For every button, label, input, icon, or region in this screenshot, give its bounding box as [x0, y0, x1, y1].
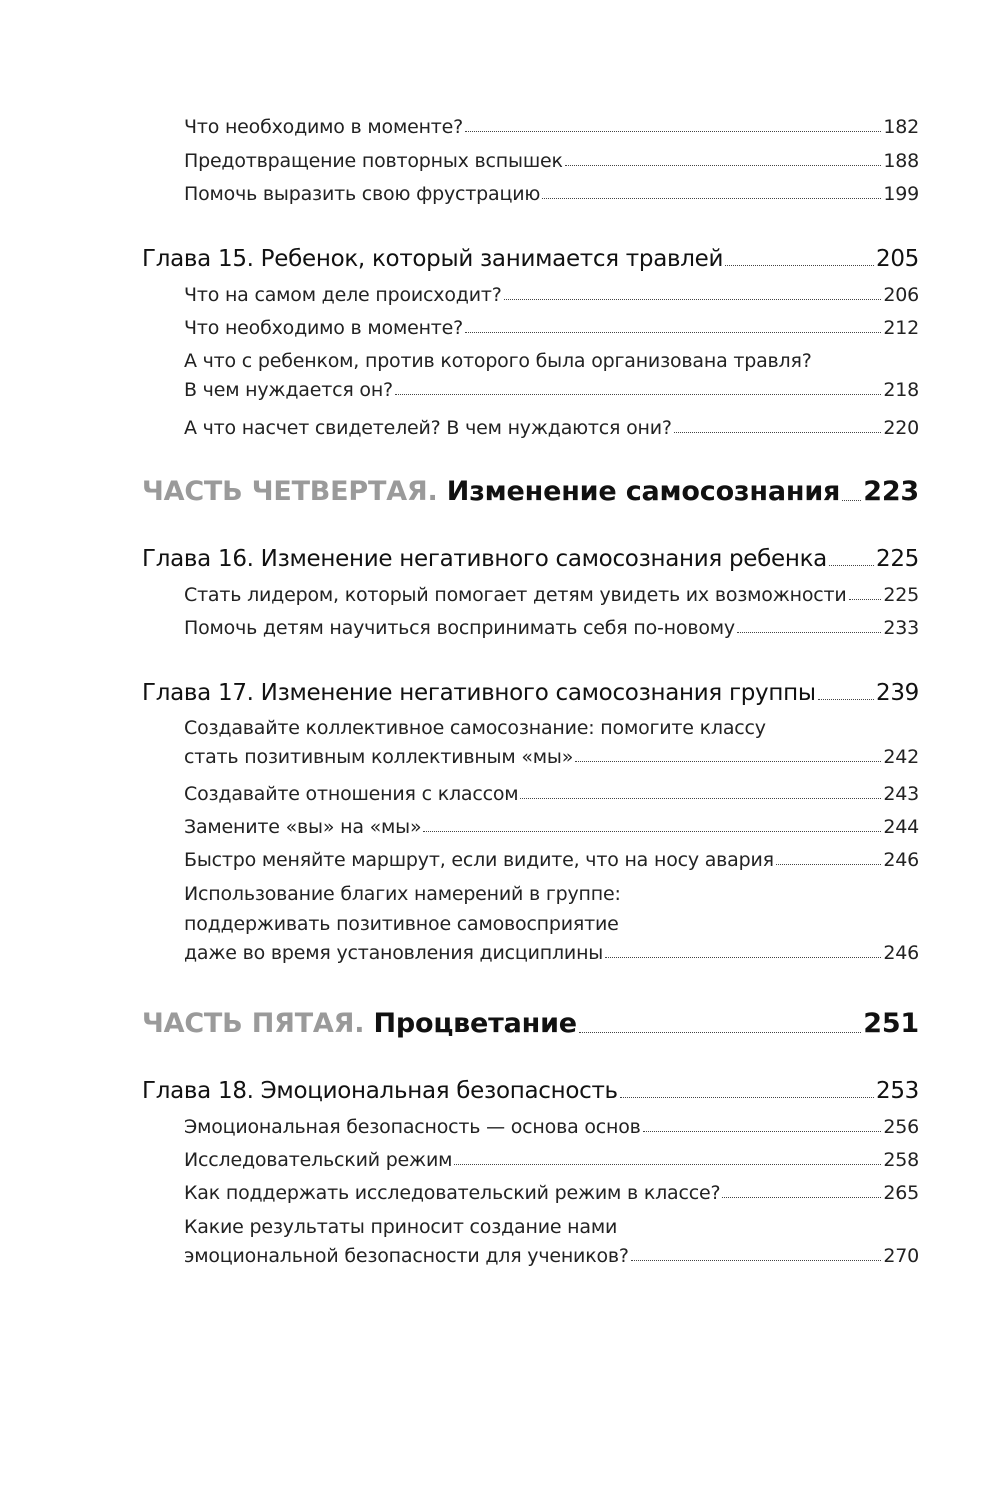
entry-title: стать позитивным коллективным «мы» — [184, 746, 574, 768]
dot-leader — [395, 394, 881, 395]
dot-leader — [579, 1032, 861, 1033]
entry-page: 242 — [883, 746, 919, 768]
toc-entry[interactable] — [184, 746, 919, 768]
entry-title-line: Какие результаты приносит создание нами — [184, 1216, 618, 1238]
entry-title: Что необходимо в моменте? — [184, 317, 464, 339]
toc-entry[interactable] — [184, 1182, 919, 1204]
toc-entry[interactable] — [184, 584, 919, 606]
part-title — [142, 476, 840, 507]
entry-title: Помочь выразить свою фрустрацию — [184, 183, 541, 205]
dot-leader — [725, 265, 874, 266]
dot-leader — [818, 699, 874, 700]
chapter-page: 205 — [876, 246, 919, 272]
dot-leader — [454, 1164, 881, 1165]
entry-title: Создавайте отношения с классом — [184, 783, 519, 805]
entry-title: Эмоциональная безопасность — основа основ — [184, 1116, 641, 1138]
entry-page: 188 — [883, 150, 919, 172]
entry-title: Стать лидером, который помогает детям увидеть их возможности — [184, 584, 847, 606]
dot-leader — [504, 299, 882, 300]
dot-leader — [565, 165, 882, 166]
dot-leader — [620, 1097, 874, 1098]
toc-entry[interactable] — [184, 379, 919, 401]
part-5-heading[interactable] — [142, 1008, 919, 1039]
toc-entry[interactable] — [184, 783, 919, 805]
entry-page: 225 — [883, 584, 919, 606]
entry-title: А что насчет свидетелей? В чем нуждаются они? — [184, 417, 672, 439]
chapter-page: 239 — [876, 680, 919, 706]
entry-title-line: поддерживать позитивное самовосприятие — [184, 913, 619, 935]
dot-leader — [643, 1131, 882, 1132]
entry-title: В чем нуждается он? — [184, 379, 393, 401]
chapter-title: Глава 17. Изменение негативного самосознания группы — [142, 680, 816, 706]
entry-page: 182 — [883, 116, 919, 138]
entry-title: Замените «вы» на «мы» — [184, 816, 422, 838]
entry-title-line: Создавайте коллективное самосознание: помогите классу — [184, 717, 766, 739]
dot-leader — [542, 198, 881, 199]
dot-leader — [631, 1260, 882, 1261]
chapter-16-heading[interactable] — [142, 546, 919, 572]
entry-page: 199 — [883, 183, 919, 205]
part-name: Процветание — [373, 1008, 577, 1039]
toc-entry[interactable] — [184, 1245, 919, 1267]
entry-title: Что необходимо в моменте? — [184, 116, 464, 138]
dot-leader — [776, 864, 881, 865]
dot-leader — [520, 798, 881, 799]
part-label: ЧАСТЬ ЧЕТВЕРТАЯ. — [142, 476, 438, 507]
entry-title: Что на самом деле происходит? — [184, 284, 502, 306]
dot-leader — [465, 131, 881, 132]
dot-leader — [575, 761, 881, 762]
toc-entry[interactable] — [184, 816, 919, 838]
entry-page: 220 — [883, 417, 919, 439]
dot-leader — [737, 632, 881, 633]
entry-page: 270 — [883, 1245, 919, 1267]
toc-entry[interactable] — [184, 1149, 919, 1171]
entry-title: даже во время установления дисциплины — [184, 942, 604, 964]
part-name: Изменение самосознания — [446, 476, 841, 507]
toc-entry[interactable] — [184, 183, 919, 205]
entry-page: 218 — [883, 379, 919, 401]
dot-leader — [423, 831, 881, 832]
part-4-heading[interactable] — [142, 476, 919, 507]
chapter-15-heading[interactable] — [142, 246, 919, 272]
toc-entry[interactable] — [184, 150, 919, 172]
entry-page: 233 — [883, 617, 919, 639]
entry-title: Быстро меняйте маршрут, если видите, что на носу авария — [184, 849, 774, 871]
chapter-page: 225 — [876, 546, 919, 572]
chapter-17-heading[interactable] — [142, 680, 919, 706]
chapter-title: Глава 16. Изменение негативного самосознания ребенка — [142, 546, 827, 572]
chapter-title: Глава 15. Ребенок, который занимается травлей — [142, 246, 724, 272]
dot-leader — [849, 599, 882, 600]
dot-leader — [722, 1197, 881, 1198]
chapter-title: Глава 18. Эмоциональная безопасность — [142, 1078, 618, 1104]
part-page: 251 — [863, 1008, 919, 1039]
entry-page: 244 — [883, 816, 919, 838]
dot-leader — [842, 500, 861, 501]
dot-leader — [605, 957, 881, 958]
toc-entry[interactable] — [184, 1116, 919, 1138]
entry-title: Как поддержать исследовательский режим в классе? — [184, 1182, 721, 1204]
toc-entry[interactable] — [184, 284, 919, 306]
part-page: 223 — [863, 476, 919, 507]
chapter-page: 253 — [876, 1078, 919, 1104]
entry-page: 256 — [883, 1116, 919, 1138]
toc-entry[interactable] — [184, 942, 919, 964]
toc-entry[interactable] — [184, 317, 919, 339]
dot-leader — [674, 432, 882, 433]
entry-page: 206 — [883, 284, 919, 306]
toc-entry[interactable] — [184, 849, 919, 871]
toc-entry[interactable] — [184, 617, 919, 639]
dot-leader — [465, 332, 881, 333]
entry-title-line: А что с ребенком, против которого была организована травля? — [184, 350, 812, 372]
dot-leader — [829, 565, 874, 566]
entry-title-line: Использование благих намерений в группе: — [184, 883, 621, 905]
entry-page: 243 — [883, 783, 919, 805]
entry-title: Исследовательский режим — [184, 1149, 453, 1171]
entry-page: 258 — [883, 1149, 919, 1171]
entry-title: Помочь детям научиться воспринимать себя по-новому — [184, 617, 735, 639]
toc-entry[interactable] — [184, 116, 919, 138]
toc-entry[interactable] — [184, 417, 919, 439]
chapter-18-heading[interactable] — [142, 1078, 919, 1104]
entry-page: 246 — [883, 849, 919, 871]
entry-title: Предотвращение повторных вспышек — [184, 150, 563, 172]
entry-page: 212 — [883, 317, 919, 339]
entry-page: 265 — [883, 1182, 919, 1204]
part-label: ЧАСТЬ ПЯТАЯ. — [142, 1008, 365, 1039]
entry-title: эмоциональной безопасности для учеников? — [184, 1245, 629, 1267]
part-title — [142, 1008, 577, 1039]
entry-page: 246 — [883, 942, 919, 964]
